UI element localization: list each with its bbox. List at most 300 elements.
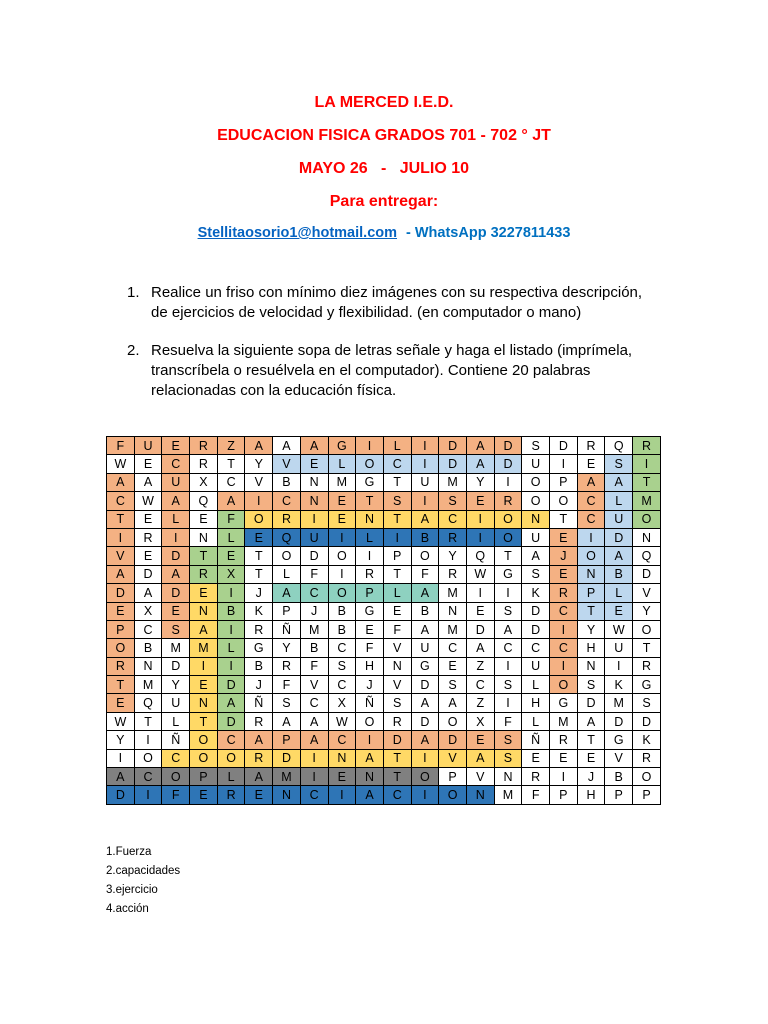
grid-cell: E [134, 547, 162, 565]
grid-cell: T [107, 676, 135, 694]
grid-cell: I [328, 528, 356, 546]
grid-cell: C [162, 455, 190, 473]
grid-cell: I [356, 547, 384, 565]
grid-cell: I [356, 731, 384, 749]
word-list [106, 843, 180, 919]
grid-cell: U [522, 455, 550, 473]
grid-cell: I [300, 768, 328, 786]
grid-cell: A [466, 455, 494, 473]
grid-cell: J [577, 768, 605, 786]
grid-cell: R [550, 731, 578, 749]
grid-cell: D [439, 455, 467, 473]
instruction-text: Resuelva la siguiente sopa de letras señale y haga el listado (imprímela, transcríbela o resuélvela en el computador). Contiene 20 palabras relacionadas con la educación física. [151, 342, 633, 399]
grid-cell: F [383, 620, 411, 638]
grid-cell: C [328, 639, 356, 657]
grid-cell: I [411, 749, 439, 767]
grid-cell: H [356, 657, 384, 675]
grid-cell: P [605, 786, 633, 804]
grid-cell: C [134, 620, 162, 638]
grid-cell: L [383, 584, 411, 602]
grid-cell: N [356, 768, 384, 786]
grid-cell: E [466, 602, 494, 620]
grid-cell: D [605, 712, 633, 730]
grid-cell: I [162, 528, 190, 546]
grid-cell: Ñ [356, 694, 384, 712]
grid-cell: X [328, 694, 356, 712]
grid-cell: B [328, 620, 356, 638]
grid-cell: G [245, 639, 273, 657]
grid-cell: N [439, 602, 467, 620]
grid-cell: R [190, 455, 218, 473]
grid-cell: M [605, 694, 633, 712]
grid-cell: O [273, 547, 301, 565]
grid-cell: T [383, 768, 411, 786]
grid-cell: T [633, 473, 661, 491]
grid-cell: B [217, 602, 245, 620]
grid-cell: L [273, 565, 301, 583]
grid-cell: P [356, 584, 384, 602]
grid-cell: R [273, 657, 301, 675]
grid-cell: E [550, 565, 578, 583]
grid-cell: I [134, 731, 162, 749]
grid-cell: Q [190, 492, 218, 510]
grid-cell: Z [466, 657, 494, 675]
grid-cell: I [494, 473, 522, 491]
grid-cell: O [522, 473, 550, 491]
grid-cell: G [328, 437, 356, 455]
grid-cell: I [494, 584, 522, 602]
grid-cell: R [356, 565, 384, 583]
grid-cell: U [162, 694, 190, 712]
grid-cell: I [494, 694, 522, 712]
grid-cell: A [356, 749, 384, 767]
grid-cell: I [494, 657, 522, 675]
grid-cell: L [522, 712, 550, 730]
grid-cell: S [605, 455, 633, 473]
grid-cell: R [550, 584, 578, 602]
grid-cell: U [522, 528, 550, 546]
grid-cell: U [522, 657, 550, 675]
grid-cell: I [550, 620, 578, 638]
grid-cell: A [300, 712, 328, 730]
grid-cell: G [605, 731, 633, 749]
grid-cell: A [217, 694, 245, 712]
grid-cell: C [162, 749, 190, 767]
instruction-number: 1. [127, 284, 140, 301]
grid-cell: A [245, 437, 273, 455]
grid-row [107, 528, 661, 546]
grid-cell: E [550, 528, 578, 546]
grid-cell: L [162, 712, 190, 730]
grid-cell: B [134, 639, 162, 657]
grid-cell: D [162, 584, 190, 602]
grid-cell: D [273, 749, 301, 767]
grid-cell: N [356, 510, 384, 528]
grid-cell: R [633, 749, 661, 767]
grid-cell: A [190, 620, 218, 638]
grid-cell: R [134, 528, 162, 546]
grid-cell: E [328, 510, 356, 528]
grid-cell: I [605, 657, 633, 675]
grid-cell: B [245, 657, 273, 675]
grid-cell: O [550, 492, 578, 510]
grid-cell: O [633, 620, 661, 638]
grid-row [107, 492, 661, 510]
grid-cell: P [273, 602, 301, 620]
grid-cell: E [190, 676, 218, 694]
grid-cell: O [439, 712, 467, 730]
grid-cell: Y [107, 731, 135, 749]
grid-cell: E [107, 694, 135, 712]
grid-cell: A [411, 731, 439, 749]
grid-cell: V [383, 639, 411, 657]
grid-cell: Z [217, 437, 245, 455]
grid-cell: Q [273, 528, 301, 546]
grid-cell: S [494, 731, 522, 749]
grid-cell: Z [466, 694, 494, 712]
grid-cell: N [577, 565, 605, 583]
grid-cell: O [162, 768, 190, 786]
grid-cell: C [300, 786, 328, 804]
grid-cell: G [411, 657, 439, 675]
grid-cell: C [217, 731, 245, 749]
grid-cell: D [411, 676, 439, 694]
grid-cell: L [162, 510, 190, 528]
grid-cell: E [466, 731, 494, 749]
grid-cell: S [439, 492, 467, 510]
grid-row [107, 676, 661, 694]
grid-cell: T [190, 547, 218, 565]
grid-cell: A [217, 492, 245, 510]
grid-cell: A [162, 492, 190, 510]
grid-cell: D [383, 731, 411, 749]
email-link[interactable]: Stellitaosorio1@hotmail.com [197, 225, 398, 241]
grid-row [107, 731, 661, 749]
grid-cell: N [466, 786, 494, 804]
grid-cell: A [577, 712, 605, 730]
grid-cell: G [494, 565, 522, 583]
grid-row [107, 584, 661, 602]
grid-cell: G [356, 473, 384, 491]
grid-cell: R [245, 620, 273, 638]
grid-cell: D [134, 565, 162, 583]
grid-cell: L [522, 676, 550, 694]
grid-cell: T [245, 547, 273, 565]
grid-cell: Q [466, 547, 494, 565]
grid-cell: E [300, 455, 328, 473]
grid-cell: D [439, 731, 467, 749]
grid-row [107, 510, 661, 528]
grid-cell: I [217, 584, 245, 602]
grid-cell: L [605, 492, 633, 510]
grid-cell: I [300, 510, 328, 528]
grid-cell: O [134, 749, 162, 767]
grid-row [107, 565, 661, 583]
grid-cell: E [190, 786, 218, 804]
grid-cell: C [107, 492, 135, 510]
grid-cell: P [550, 786, 578, 804]
grid-cell: A [273, 437, 301, 455]
grid-cell: L [605, 584, 633, 602]
grid-cell: D [217, 676, 245, 694]
grid-cell: Y [273, 639, 301, 657]
grid-row [107, 694, 661, 712]
grid-cell: M [273, 768, 301, 786]
grid-cell: F [300, 565, 328, 583]
grid-cell: T [134, 712, 162, 730]
grid-cell: T [577, 731, 605, 749]
word-list-item: 4.acción [106, 903, 149, 915]
grid-cell: R [577, 437, 605, 455]
grid-cell: M [550, 712, 578, 730]
grid-cell: A [466, 749, 494, 767]
grid-cell: C [550, 639, 578, 657]
grid-cell: I [107, 749, 135, 767]
grid-cell: I [217, 657, 245, 675]
grid-cell: S [328, 657, 356, 675]
grid-cell: B [411, 528, 439, 546]
grid-cell: D [522, 620, 550, 638]
grid-cell: B [605, 565, 633, 583]
grid-cell: M [439, 473, 467, 491]
grid-cell: X [466, 712, 494, 730]
grid-cell: T [383, 473, 411, 491]
grid-cell: J [550, 547, 578, 565]
grid-cell: Y [439, 547, 467, 565]
grid-cell: C [522, 639, 550, 657]
grid-cell: M [439, 584, 467, 602]
grid-cell: O [217, 749, 245, 767]
grid-cell: A [356, 786, 384, 804]
grid-row [107, 749, 661, 767]
grid-cell: U [162, 473, 190, 491]
grid-cell: Y [162, 676, 190, 694]
grid-cell: S [522, 565, 550, 583]
grid-cell: S [494, 676, 522, 694]
grid-cell: O [356, 712, 384, 730]
grid-cell: M [494, 786, 522, 804]
grid-cell: A [439, 694, 467, 712]
grid-cell: V [633, 584, 661, 602]
grid-cell: I [577, 528, 605, 546]
grid-cell: J [300, 602, 328, 620]
grid-cell: C [577, 510, 605, 528]
grid-cell: I [328, 565, 356, 583]
grid-cell: L [356, 528, 384, 546]
grid-cell: M [300, 620, 328, 638]
grid-cell: Ñ [245, 694, 273, 712]
grid-cell: O [356, 455, 384, 473]
grid-cell: M [134, 676, 162, 694]
grid-cell: E [134, 455, 162, 473]
grid-cell: D [466, 620, 494, 638]
grid-cell: T [383, 565, 411, 583]
grid-cell: L [217, 639, 245, 657]
grid-cell: I [328, 786, 356, 804]
grid-cell: R [383, 712, 411, 730]
grid-cell: N [190, 694, 218, 712]
grid-cell: F [162, 786, 190, 804]
grid-cell: A [411, 694, 439, 712]
grid-cell: R [190, 565, 218, 583]
grid-cell: P [550, 473, 578, 491]
grid-cell: O [328, 547, 356, 565]
grid-cell: R [633, 657, 661, 675]
grid-cell: A [300, 437, 328, 455]
grid-cell: A [273, 584, 301, 602]
grid-cell: E [107, 602, 135, 620]
grid-cell: S [439, 676, 467, 694]
grid-cell: Q [605, 437, 633, 455]
grid-cell: A [466, 639, 494, 657]
grid-cell: D [633, 712, 661, 730]
grid-row [107, 712, 661, 730]
word-list-item: 1.Fuerza [106, 846, 152, 858]
grid-cell: L [328, 455, 356, 473]
grid-cell: D [550, 437, 578, 455]
grid-cell: U [134, 437, 162, 455]
grid-cell: T [356, 492, 384, 510]
grid-cell: W [134, 492, 162, 510]
grid-cell: E [162, 602, 190, 620]
grid-cell: C [439, 639, 467, 657]
grid-cell: O [190, 749, 218, 767]
grid-cell: R [494, 492, 522, 510]
grid-cell: N [494, 768, 522, 786]
grid-cell: O [633, 510, 661, 528]
grid-cell: J [356, 676, 384, 694]
grid-cell: W [605, 620, 633, 638]
grid-cell: D [633, 565, 661, 583]
grid-cell: N [300, 492, 328, 510]
grid-row [107, 620, 661, 638]
grid-cell: E [217, 547, 245, 565]
grid-cell: I [550, 657, 578, 675]
grid-cell: H [577, 639, 605, 657]
grid-cell: G [633, 676, 661, 694]
grid-cell: I [550, 768, 578, 786]
grid-cell: E [190, 584, 218, 602]
grid-cell: I [383, 528, 411, 546]
grid-cell: I [466, 584, 494, 602]
grid-cell: A [605, 473, 633, 491]
grid-cell: V [107, 547, 135, 565]
grid-cell: R [217, 786, 245, 804]
grid-cell: W [328, 712, 356, 730]
grid-cell: I [217, 620, 245, 638]
grid-cell: Ñ [273, 620, 301, 638]
grid-cell: T [217, 455, 245, 473]
grid-row [107, 768, 661, 786]
grid-cell: E [550, 749, 578, 767]
grid-cell: S [162, 620, 190, 638]
grid-cell: K [245, 602, 273, 620]
grid-cell: S [522, 437, 550, 455]
grid-cell: B [411, 602, 439, 620]
word-list-item: 3.ejercicio [106, 884, 158, 896]
grid-cell: V [605, 749, 633, 767]
grid-cell: X [190, 473, 218, 491]
grid-cell: D [522, 602, 550, 620]
grid-cell: L [217, 768, 245, 786]
grid-row [107, 639, 661, 657]
grid-cell: A [411, 510, 439, 528]
grid-cell: Ñ [162, 731, 190, 749]
grid-cell: E [577, 749, 605, 767]
grid-cell: H [522, 694, 550, 712]
grid-cell: A [494, 620, 522, 638]
grid-cell: D [577, 694, 605, 712]
grid-cell: O [190, 731, 218, 749]
grid-cell: N [190, 528, 218, 546]
grid-cell: N [273, 786, 301, 804]
grid-cell: E [466, 492, 494, 510]
grid-cell: R [245, 749, 273, 767]
whatsapp-text: - WhatsApp 3227811433 [406, 225, 571, 241]
grid-cell: U [605, 639, 633, 657]
grid-cell: S [494, 749, 522, 767]
grid-cell: O [494, 510, 522, 528]
grid-cell: F [356, 639, 384, 657]
grid-cell: E [577, 455, 605, 473]
grid-cell: F [273, 676, 301, 694]
grid-cell: N [190, 602, 218, 620]
grid-cell: B [605, 768, 633, 786]
contact-line [0, 223, 768, 243]
grid-cell: R [190, 437, 218, 455]
grid-cell: E [245, 528, 273, 546]
grid-cell: A [577, 473, 605, 491]
grid-cell: A [411, 620, 439, 638]
grid-cell: F [217, 510, 245, 528]
grid-cell: E [328, 768, 356, 786]
grid-cell: D [217, 712, 245, 730]
grid-cell: P [439, 768, 467, 786]
grid-cell: C [300, 584, 328, 602]
grid-cell: Y [245, 455, 273, 473]
grid-cell: M [162, 639, 190, 657]
grid-cell: A [107, 473, 135, 491]
grid-cell: A [245, 731, 273, 749]
course-title: EDUCACION FISICA GRADOS 701 - 702 ° JT [217, 127, 551, 144]
grid-cell: Y [633, 602, 661, 620]
grid-cell: E [162, 437, 190, 455]
grid-cell: M [633, 492, 661, 510]
grid-cell: V [439, 749, 467, 767]
grid-cell: W [107, 455, 135, 473]
grid-cell: O [328, 584, 356, 602]
grid-cell: C [383, 455, 411, 473]
grid-cell: D [300, 547, 328, 565]
grid-cell: O [577, 547, 605, 565]
grid-cell: V [383, 676, 411, 694]
grid-cell: T [190, 712, 218, 730]
grid-cell: T [494, 547, 522, 565]
grid-row [107, 473, 661, 491]
grid-cell: O [550, 676, 578, 694]
grid-cell: D [107, 584, 135, 602]
grid-cell: C [134, 768, 162, 786]
grid-cell: U [411, 473, 439, 491]
grid-cell: F [300, 657, 328, 675]
grid-cell: O [439, 786, 467, 804]
grid-cell: A [300, 731, 328, 749]
grid-cell: O [494, 528, 522, 546]
grid-cell: D [162, 657, 190, 675]
grid-cell: O [411, 768, 439, 786]
grid-cell: F [494, 712, 522, 730]
grid-cell: F [411, 565, 439, 583]
